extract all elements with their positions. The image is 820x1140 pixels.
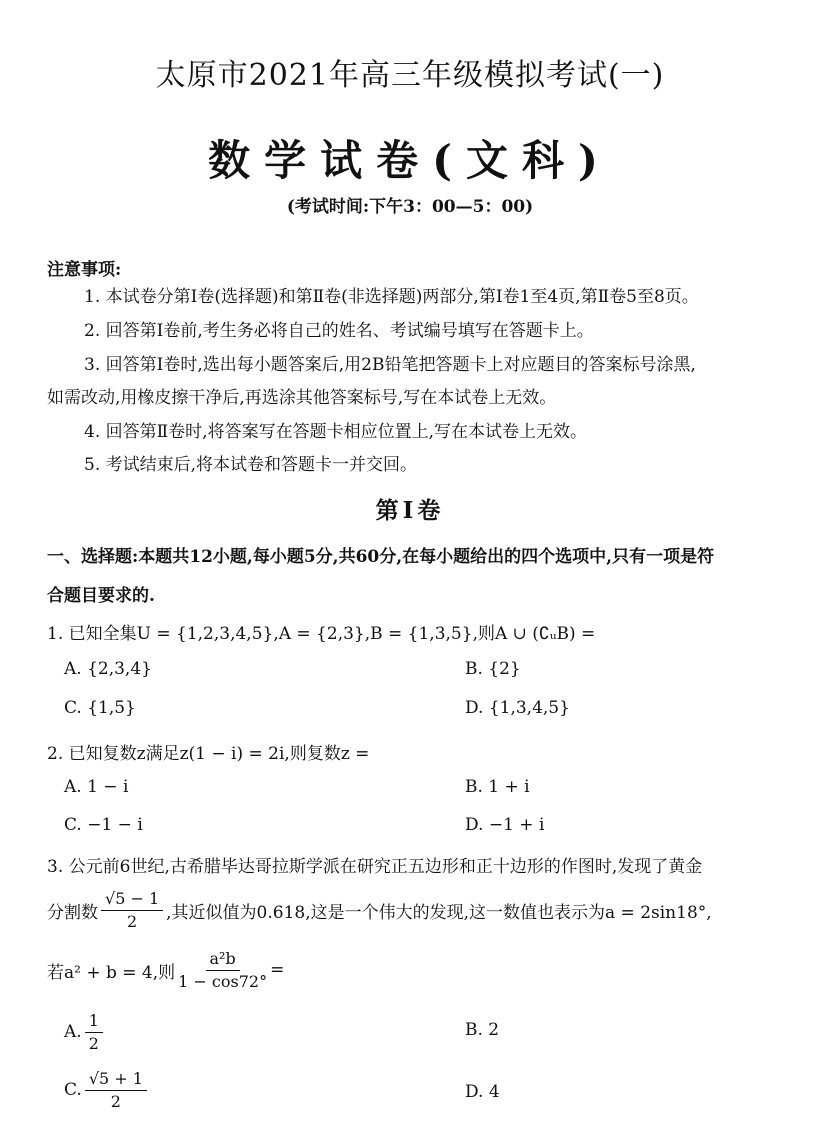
q3-expression-denominator: 1 − cos72° [178, 971, 268, 991]
question-3-line3 [47, 950, 284, 990]
notice-item-1: 1. 本试卷分第Ⅰ卷(选择题)和第Ⅱ卷(非选择题)两部分,第Ⅰ卷1至4页,第Ⅱ卷5至8页。 [84, 287, 699, 307]
golden-ratio-fraction [101, 890, 163, 930]
question-2-stem: 2. 已知复数z满足z(1 − i) = 2i,则复数z = [47, 744, 370, 764]
notice-item-2: 2. 回答第Ⅰ卷前,考生务必将自己的姓名、考试编号填写在答题卡上。 [84, 321, 594, 341]
q3-option-d: D. 4 [465, 1082, 500, 1102]
golden-ratio-numerator: √5 − 1 [101, 890, 163, 911]
q3-expression-fraction [178, 950, 267, 990]
section-title: 第Ⅰ卷 [375, 497, 445, 524]
q3-option-a-label: A. [64, 1022, 82, 1043]
q2-option-b: B. 1 + i [465, 777, 530, 797]
q3-option-c-label: C. [64, 1080, 82, 1101]
notice-item-5: 5. 考试结束后,将本试卷和答题卡一并交回。 [84, 455, 418, 475]
q3-option-c-numerator: √5 + 1 [85, 1070, 147, 1091]
q3-option-c-denominator: 2 [110, 1091, 121, 1111]
q3-option-b: B. 2 [465, 1020, 500, 1040]
q3-option-a-fraction [85, 1012, 103, 1052]
q2-option-a: A. 1 − i [64, 777, 129, 797]
q3-line3-prefix: 若a² + b = 4,则 [47, 962, 176, 983]
q3-option-c-fraction [85, 1070, 147, 1110]
q3-line3-suffix: = [270, 960, 285, 981]
q2-option-c: C. −1 − i [64, 815, 143, 835]
q3-line2-prefix: 分割数 [47, 902, 98, 923]
notice-item-3-cont: 如需改动,用橡皮擦干净后,再选涂其他答案标号,写在本试卷上无效。 [47, 388, 557, 408]
section-instruction-line2: 合题目要求的. [47, 586, 155, 606]
exam-time: (考试时间:下午3：00—5：00) [286, 197, 534, 217]
q3-line2-suffix: ,其近似值为0.618,这是一个伟大的发现,这一数值也表示为a = 2sin18°, [166, 902, 712, 923]
notice-heading: 注意事项: [47, 260, 122, 280]
q3-option-a-numerator: 1 [85, 1012, 103, 1033]
section-instruction-line1: 一、选择题:本题共12小题,每小题5分,共60分,在每小题给出的四个选项中,只有一项是符 [47, 547, 715, 567]
q1-option-a: A. {2,3,4} [64, 659, 152, 679]
q2-option-d: D. −1 + i [465, 815, 545, 835]
q3-expression-numerator: a²b [206, 950, 240, 971]
q3-option-c [64, 1070, 150, 1110]
q3-option-a-denominator: 2 [88, 1033, 99, 1053]
q1-option-c: C. {1,5} [64, 698, 136, 718]
golden-ratio-denominator: 2 [126, 911, 138, 931]
exam-title: 太原市2021年高三年级模拟考试(一) [155, 58, 665, 93]
question-3-line2 [47, 890, 712, 930]
notice-item-4: 4. 回答第Ⅱ卷时,将答案写在答题卡相应位置上,写在本试卷上无效。 [84, 422, 587, 442]
paper-title: 数学试卷(文科) [208, 136, 612, 185]
notice-item-3: 3. 回答第Ⅰ卷时,选出每小题答案后,用2B铅笔把答题卡上对应题目的答案标号涂黑, [84, 355, 696, 375]
question-3-line1: 3. 公元前6世纪,古希腊毕达哥拉斯学派在研究正五边形和正十边形的作图时,发现了黄金 [47, 857, 703, 877]
q1-option-d: D. {1,3,4,5} [465, 698, 570, 718]
question-1-stem: 1. 已知全集U = {1,2,3,4,5},A = {2,3},B = {1,3,5},则A ∪ (∁ᵤB) = [47, 624, 596, 644]
q1-option-b: B. {2} [465, 659, 521, 679]
q3-option-a [64, 1012, 106, 1052]
